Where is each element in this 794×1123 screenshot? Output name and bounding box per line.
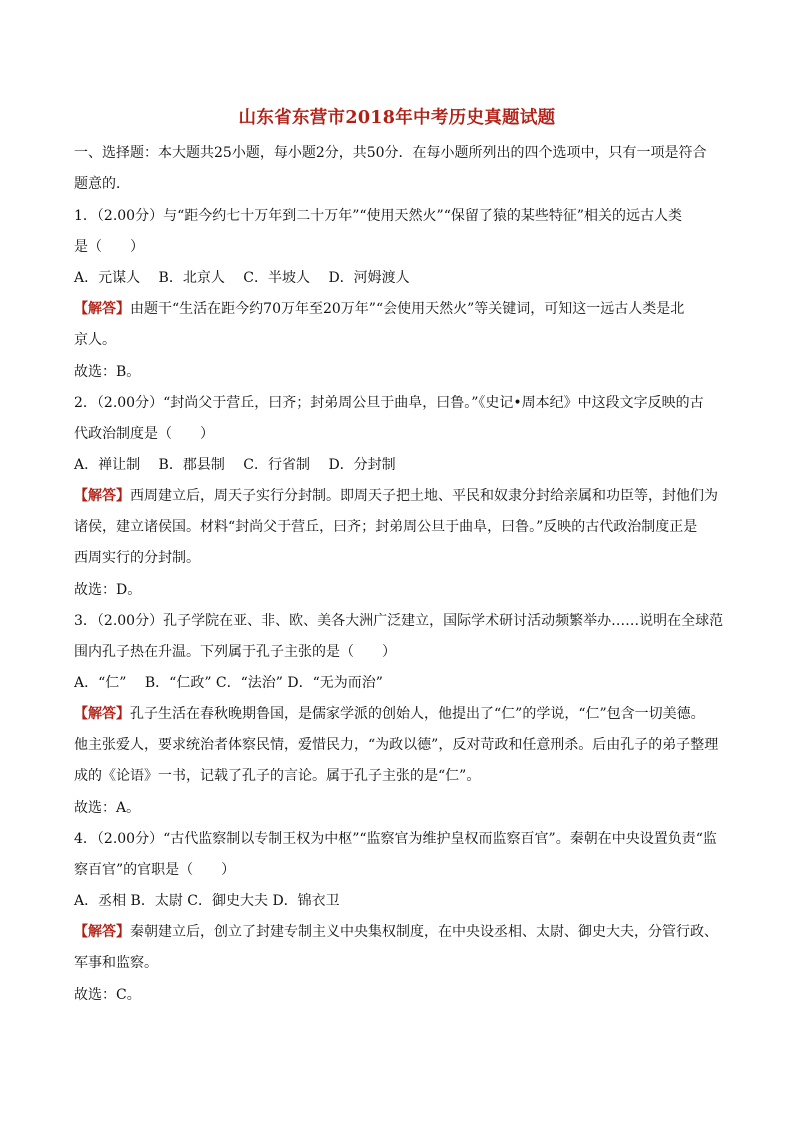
question-1-answer-line-2: 京人。 [74, 332, 116, 348]
question-1-options: A．元谋人 B．北京人 C．半坡人 D．河姆渡人 [74, 270, 410, 286]
question-3-answer-line-2: 他主张爱人，要求统治者体察民情，爱惜民力，“为政以德”，反对苛政和任意刑杀。后由孔子的弟子整理 [74, 737, 719, 753]
question-4-options: A．丞相 B．太尉 C．御史大夫 D．锦衣卫 [74, 893, 340, 909]
question-1-stem-line-2: 是（ ） [74, 239, 144, 255]
question-4-choice: 故选：C。 [74, 987, 141, 1003]
question-4-stem-line-2: 察百官”的官职是（ ） [74, 862, 236, 878]
answer-tag: 【解答】 [74, 706, 130, 722]
question-3-choice: 故选：A。 [74, 800, 141, 816]
question-4-stem-line-1: 4．（2.00分）“古代监察制以专制王权为中枢”“监察官为维护皇权而监察百官”。秦朝在中央设置负责“监 [74, 831, 717, 847]
question-4-answer-line-1 [74, 922, 724, 942]
section-intro-line-2: 题意的． [74, 176, 130, 192]
question-3-answer-line-1 [74, 704, 724, 724]
question-2-choice: 故选：D。 [74, 582, 142, 598]
question-2-answer-text: 西周建立后，周天子实行分封制。即周天子把土地、平民和奴隶分封给亲属和功臣等，封他们为 [130, 488, 718, 504]
question-4-answer-text: 秦朝建立后，创立了封建专制主义中央集权制度，在中央设丞相、太尉、御史大夫，分管行政、 [130, 924, 718, 940]
question-2-stem-line-2: 代政治制度是（ ） [74, 426, 214, 442]
question-3-stem-line-1: 3．（2.00分）孔子学院在亚、非、欧、美各大洲广泛建立，国际学术研讨活动频繁举办……说明在全球范 [74, 613, 724, 629]
question-1-answer-line-1 [74, 299, 724, 319]
question-3-answer-line-3: 成的《论语》一书，记载了孔子的言论。属于孔子主张的是“仁”。 [74, 768, 481, 784]
question-3-options: A．“仁” B．“仁政” C．“法治” D．“无为而治” [74, 675, 383, 691]
question-4-answer-line-2: 军事和监察。 [74, 955, 158, 971]
question-3-stem-line-2: 围内孔子热在升温。下列属于孔子主张的是（ ） [74, 644, 396, 660]
question-2-stem-line-1: 2．（2.00分）“封尚父于营丘，曰齐；封弟周公旦于曲阜，曰鲁。”《史记•周本纪》中这段文字反映的古 [74, 395, 704, 411]
question-1-answer-text: 由题干“生活在距今约70万年至20万年”“会使用天然火”等关键词，可知这一远古人类是北 [130, 301, 685, 317]
question-1-choice: 故选：B。 [74, 364, 141, 380]
question-2-options: A．禅让制 B．郡县制 C．行省制 D．分封制 [74, 457, 396, 473]
question-1-stem-line-1: 1．（2.00分）与“距今约七十万年到二十万年”“使用天然火”“保留了猿的某些特征”相关的远古人类 [74, 208, 683, 224]
answer-tag: 【解答】 [74, 488, 130, 504]
section-intro-line-1: 一、选择题：本大题共25小题，每小题2分，共50分．在每小题所列出的四个选项中，只有一项是符合 [74, 145, 707, 161]
question-2-answer-line-3: 西周实行的分封制。 [74, 550, 200, 566]
answer-tag: 【解答】 [74, 301, 130, 317]
question-3-answer-text: 孔子生活在春秋晚期鲁国，是儒家学派的创始人，他提出了“仁”的学说，“仁”包含一切美德。 [130, 706, 705, 722]
answer-tag: 【解答】 [74, 924, 130, 940]
question-2-answer-line-2: 诸侯，建立诸侯国。材料“封尚父于营丘，曰齐；封弟周公旦于曲阜，曰鲁。”反映的古代政治制度正是 [74, 519, 698, 535]
question-2-answer-line-1 [74, 486, 724, 506]
page-title: 山东省东营市2018年中考历史真题试题 [238, 108, 556, 128]
